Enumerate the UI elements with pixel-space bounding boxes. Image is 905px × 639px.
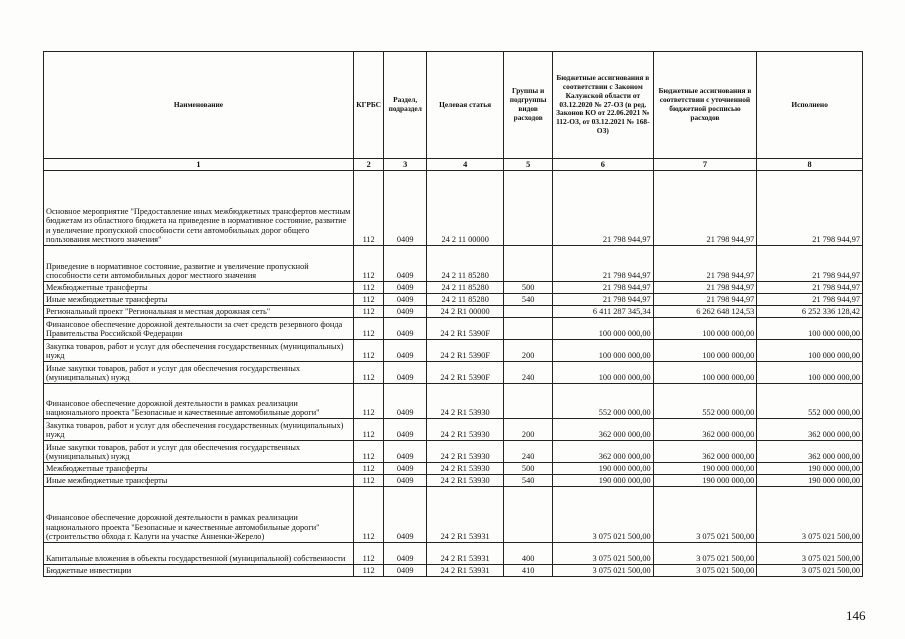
cell-schedule-allocation: 21 798 944,97 (653, 171, 757, 246)
cell-executed: 190 000 000,00 (757, 475, 863, 487)
table-row (44, 463, 863, 475)
cell-law-allocation: 21 798 944,97 (553, 171, 654, 246)
header-section: Раздел, подраздел (384, 52, 427, 159)
cell-target: 24 2 R1 53930 (427, 463, 504, 475)
cell-name: Закупка товаров, работ и услуг для обеспечения государственных (муниципальных) нужд (44, 340, 354, 362)
table-row (44, 475, 863, 487)
cell-group (504, 318, 553, 340)
cell-executed: 21 798 944,97 (757, 294, 863, 306)
cell-schedule-allocation: 21 798 944,97 (653, 246, 757, 282)
cell-section: 0409 (384, 282, 427, 294)
cell-section: 0409 (384, 294, 427, 306)
cell-group: 500 (504, 463, 553, 475)
cell-schedule-allocation: 190 000 000,00 (653, 475, 757, 487)
cell-name: Финансовое обеспечение дорожной деятельности за счет средств резервного фонда Правительства Российской Федерации (44, 318, 354, 340)
cell-kgrbs: 112 (353, 306, 383, 318)
cell-target: 24 2 R1 53930 (427, 441, 504, 463)
header-kgrbs: КГРБС (353, 52, 383, 159)
cell-schedule-allocation: 6 262 648 124,53 (653, 306, 757, 318)
cell-name: Иные закупки товаров, работ и услуг для обеспечения государственных (муниципальных) нужд (44, 362, 354, 384)
cell-schedule-allocation: 3 075 021 500,00 (653, 565, 757, 577)
cell-name: Приведение в нормативное состояние, развитие и увеличение пропускной способности сети автомобильных дорог местного значения (44, 246, 354, 282)
cell-name: Региональный проект "Региональная и местная дорожная сеть" (44, 306, 354, 318)
cell-executed: 21 798 944,97 (757, 171, 863, 246)
budget-table (43, 51, 863, 577)
cell-executed: 21 798 944,97 (757, 282, 863, 294)
cell-law-allocation: 21 798 944,97 (553, 246, 654, 282)
cell-group: 200 (504, 419, 553, 441)
cell-section: 0409 (384, 246, 427, 282)
cell-group: 410 (504, 565, 553, 577)
cell-kgrbs: 112 (353, 246, 383, 282)
table-row (44, 384, 863, 419)
cell-name: Иные межбюджетные трансферты (44, 475, 354, 487)
cell-executed: 21 798 944,97 (757, 246, 863, 282)
cell-law-allocation: 362 000 000,00 (553, 441, 654, 463)
cell-executed: 3 075 021 500,00 (757, 565, 863, 577)
cell-executed: 100 000 000,00 (757, 362, 863, 384)
table-row (44, 441, 863, 463)
cell-schedule-allocation: 3 075 021 500,00 (653, 487, 757, 543)
table-row (44, 318, 863, 340)
cell-section: 0409 (384, 384, 427, 419)
cell-name: Основное мероприятие "Предоставление иных межбюджетных трансфертов местным бюджетам из областного бюджета на приведение в нормативное состояние, развитие и увеличение пропускной способности сети автомобильных дорог общего пользования местного значения" (44, 171, 354, 246)
cell-name: Финансовое обеспечение дорожной деятельности в рамках реализации национального проекта "Безопасные и качественные автомобильные дороги" (44, 384, 354, 419)
cell-kgrbs: 112 (353, 384, 383, 419)
cell-law-allocation: 552 000 000,00 (553, 384, 654, 419)
header-row (44, 52, 863, 159)
cell-executed: 362 000 000,00 (757, 419, 863, 441)
cell-kgrbs: 112 (353, 475, 383, 487)
column-number: 6 (553, 159, 654, 171)
cell-law-allocation: 100 000 000,00 (553, 340, 654, 362)
cell-kgrbs: 112 (353, 441, 383, 463)
cell-kgrbs: 112 (353, 282, 383, 294)
table-row (44, 362, 863, 384)
cell-law-allocation: 3 075 021 500,00 (553, 487, 654, 543)
cell-name: Закупка товаров, работ и услуг для обеспечения государственных (муниципальных) нужд (44, 419, 354, 441)
cell-schedule-allocation: 21 798 944,97 (653, 294, 757, 306)
column-number: 3 (384, 159, 427, 171)
header-name: Наименование (44, 52, 354, 159)
cell-name: Бюджетные инвестиции (44, 565, 354, 577)
cell-law-allocation: 21 798 944,97 (553, 282, 654, 294)
cell-group (504, 171, 553, 246)
header-schedule-allocations: Бюджетные ассигнования в соответствии с уточненной бюджетной росписью расходов (653, 52, 757, 159)
column-number: 2 (353, 159, 383, 171)
cell-name: Межбюджетные трансферты (44, 463, 354, 475)
cell-kgrbs: 112 (353, 487, 383, 543)
cell-target: 24 2 11 85280 (427, 282, 504, 294)
table-row (44, 419, 863, 441)
cell-target: 24 2 11 00000 (427, 171, 504, 246)
cell-group: 540 (504, 475, 553, 487)
header-law-allocations: Бюджетные ассигнования в соответствии с Законом Калужской области от 03.12.2020 № 27-ОЗ (в ред. Законов КО от 22.06.2021 № 112-ОЗ, от 03.12.2021 № 168-ОЗ) (553, 52, 654, 159)
cell-schedule-allocation: 362 000 000,00 (653, 441, 757, 463)
cell-schedule-allocation: 100 000 000,00 (653, 362, 757, 384)
cell-section: 0409 (384, 362, 427, 384)
cell-section: 0409 (384, 487, 427, 543)
cell-group: 400 (504, 543, 553, 565)
cell-kgrbs: 112 (353, 419, 383, 441)
column-number: 1 (44, 159, 354, 171)
cell-law-allocation: 100 000 000,00 (553, 362, 654, 384)
cell-executed: 552 000 000,00 (757, 384, 863, 419)
cell-target: 24 2 R1 5390F (427, 340, 504, 362)
cell-group (504, 306, 553, 318)
cell-kgrbs: 112 (353, 318, 383, 340)
cell-group: 540 (504, 294, 553, 306)
cell-name: Иные межбюджетные трансферты (44, 294, 354, 306)
cell-section: 0409 (384, 171, 427, 246)
cell-kgrbs: 112 (353, 543, 383, 565)
cell-group: 240 (504, 362, 553, 384)
cell-schedule-allocation: 100 000 000,00 (653, 340, 757, 362)
column-number: 8 (757, 159, 863, 171)
cell-kgrbs: 112 (353, 294, 383, 306)
cell-target: 24 2 R1 53931 (427, 543, 504, 565)
cell-section: 0409 (384, 340, 427, 362)
cell-law-allocation: 190 000 000,00 (553, 475, 654, 487)
cell-target: 24 2 R1 53931 (427, 487, 504, 543)
column-number: 5 (504, 159, 553, 171)
header-target: Целевая статья (427, 52, 504, 159)
cell-name: Иные закупки товаров, работ и услуг для обеспечения государственных (муниципальных) нужд (44, 441, 354, 463)
cell-schedule-allocation: 3 075 021 500,00 (653, 543, 757, 565)
header-groups: Группы и подгруппы видов расходов (504, 52, 553, 159)
cell-schedule-allocation: 21 798 944,97 (653, 282, 757, 294)
column-numbers-row (44, 159, 863, 171)
cell-group: 200 (504, 340, 553, 362)
column-number: 4 (427, 159, 504, 171)
page-number: 146 (846, 608, 866, 623)
cell-executed: 100 000 000,00 (757, 318, 863, 340)
cell-section: 0409 (384, 441, 427, 463)
cell-schedule-allocation: 190 000 000,00 (653, 463, 757, 475)
cell-target: 24 2 R1 5390F (427, 318, 504, 340)
cell-executed: 3 075 021 500,00 (757, 487, 863, 543)
cell-executed: 190 000 000,00 (757, 463, 863, 475)
column-number: 7 (653, 159, 757, 171)
cell-schedule-allocation: 552 000 000,00 (653, 384, 757, 419)
cell-target: 24 2 R1 5390F (427, 362, 504, 384)
cell-law-allocation: 100 000 000,00 (553, 318, 654, 340)
cell-name: Капитальные вложения в объекты государственной (муниципальной) собственности (44, 543, 354, 565)
cell-section: 0409 (384, 306, 427, 318)
cell-target: 24 2 R1 53930 (427, 419, 504, 441)
cell-section: 0409 (384, 318, 427, 340)
table-row (44, 565, 863, 577)
table-row (44, 171, 863, 246)
cell-kgrbs: 112 (353, 362, 383, 384)
table-row (44, 306, 863, 318)
cell-executed: 6 252 336 128,42 (757, 306, 863, 318)
cell-law-allocation: 190 000 000,00 (553, 463, 654, 475)
cell-group (504, 487, 553, 543)
cell-executed: 100 000 000,00 (757, 340, 863, 362)
table-row (44, 340, 863, 362)
cell-target: 24 2 R1 53930 (427, 475, 504, 487)
cell-name: Межбюджетные трансферты (44, 282, 354, 294)
cell-executed: 362 000 000,00 (757, 441, 863, 463)
cell-group (504, 246, 553, 282)
cell-section: 0409 (384, 419, 427, 441)
header-executed: Исполнено (757, 52, 863, 159)
cell-target: 24 2 R1 53930 (427, 384, 504, 419)
cell-section: 0409 (384, 475, 427, 487)
table-row (44, 294, 863, 306)
cell-section: 0409 (384, 543, 427, 565)
cell-law-allocation: 3 075 021 500,00 (553, 543, 654, 565)
cell-schedule-allocation: 362 000 000,00 (653, 419, 757, 441)
table-row (44, 246, 863, 282)
cell-kgrbs: 112 (353, 463, 383, 475)
cell-name: Финансовое обеспечение дорожной деятельности в рамках реализации национального проекта "Безопасные и качественные автомобильные дороги" (строительство обхода г. Калуги на участке Анненки-Жерело) (44, 487, 354, 543)
cell-executed: 3 075 021 500,00 (757, 543, 863, 565)
table-row (44, 543, 863, 565)
cell-kgrbs: 112 (353, 565, 383, 577)
cell-kgrbs: 112 (353, 171, 383, 246)
table-row (44, 282, 863, 294)
cell-law-allocation: 6 411 287 345,34 (553, 306, 654, 318)
cell-target: 24 2 11 85280 (427, 294, 504, 306)
cell-section: 0409 (384, 565, 427, 577)
cell-target: 24 2 11 85280 (427, 246, 504, 282)
cell-group (504, 384, 553, 419)
cell-group: 500 (504, 282, 553, 294)
cell-group: 240 (504, 441, 553, 463)
cell-schedule-allocation: 100 000 000,00 (653, 318, 757, 340)
cell-kgrbs: 112 (353, 340, 383, 362)
cell-target: 24 2 R1 00000 (427, 306, 504, 318)
table-row (44, 487, 863, 543)
cell-law-allocation: 3 075 021 500,00 (553, 565, 654, 577)
cell-law-allocation: 362 000 000,00 (553, 419, 654, 441)
cell-section: 0409 (384, 463, 427, 475)
cell-target: 24 2 R1 53931 (427, 565, 504, 577)
cell-law-allocation: 21 798 944,97 (553, 294, 654, 306)
